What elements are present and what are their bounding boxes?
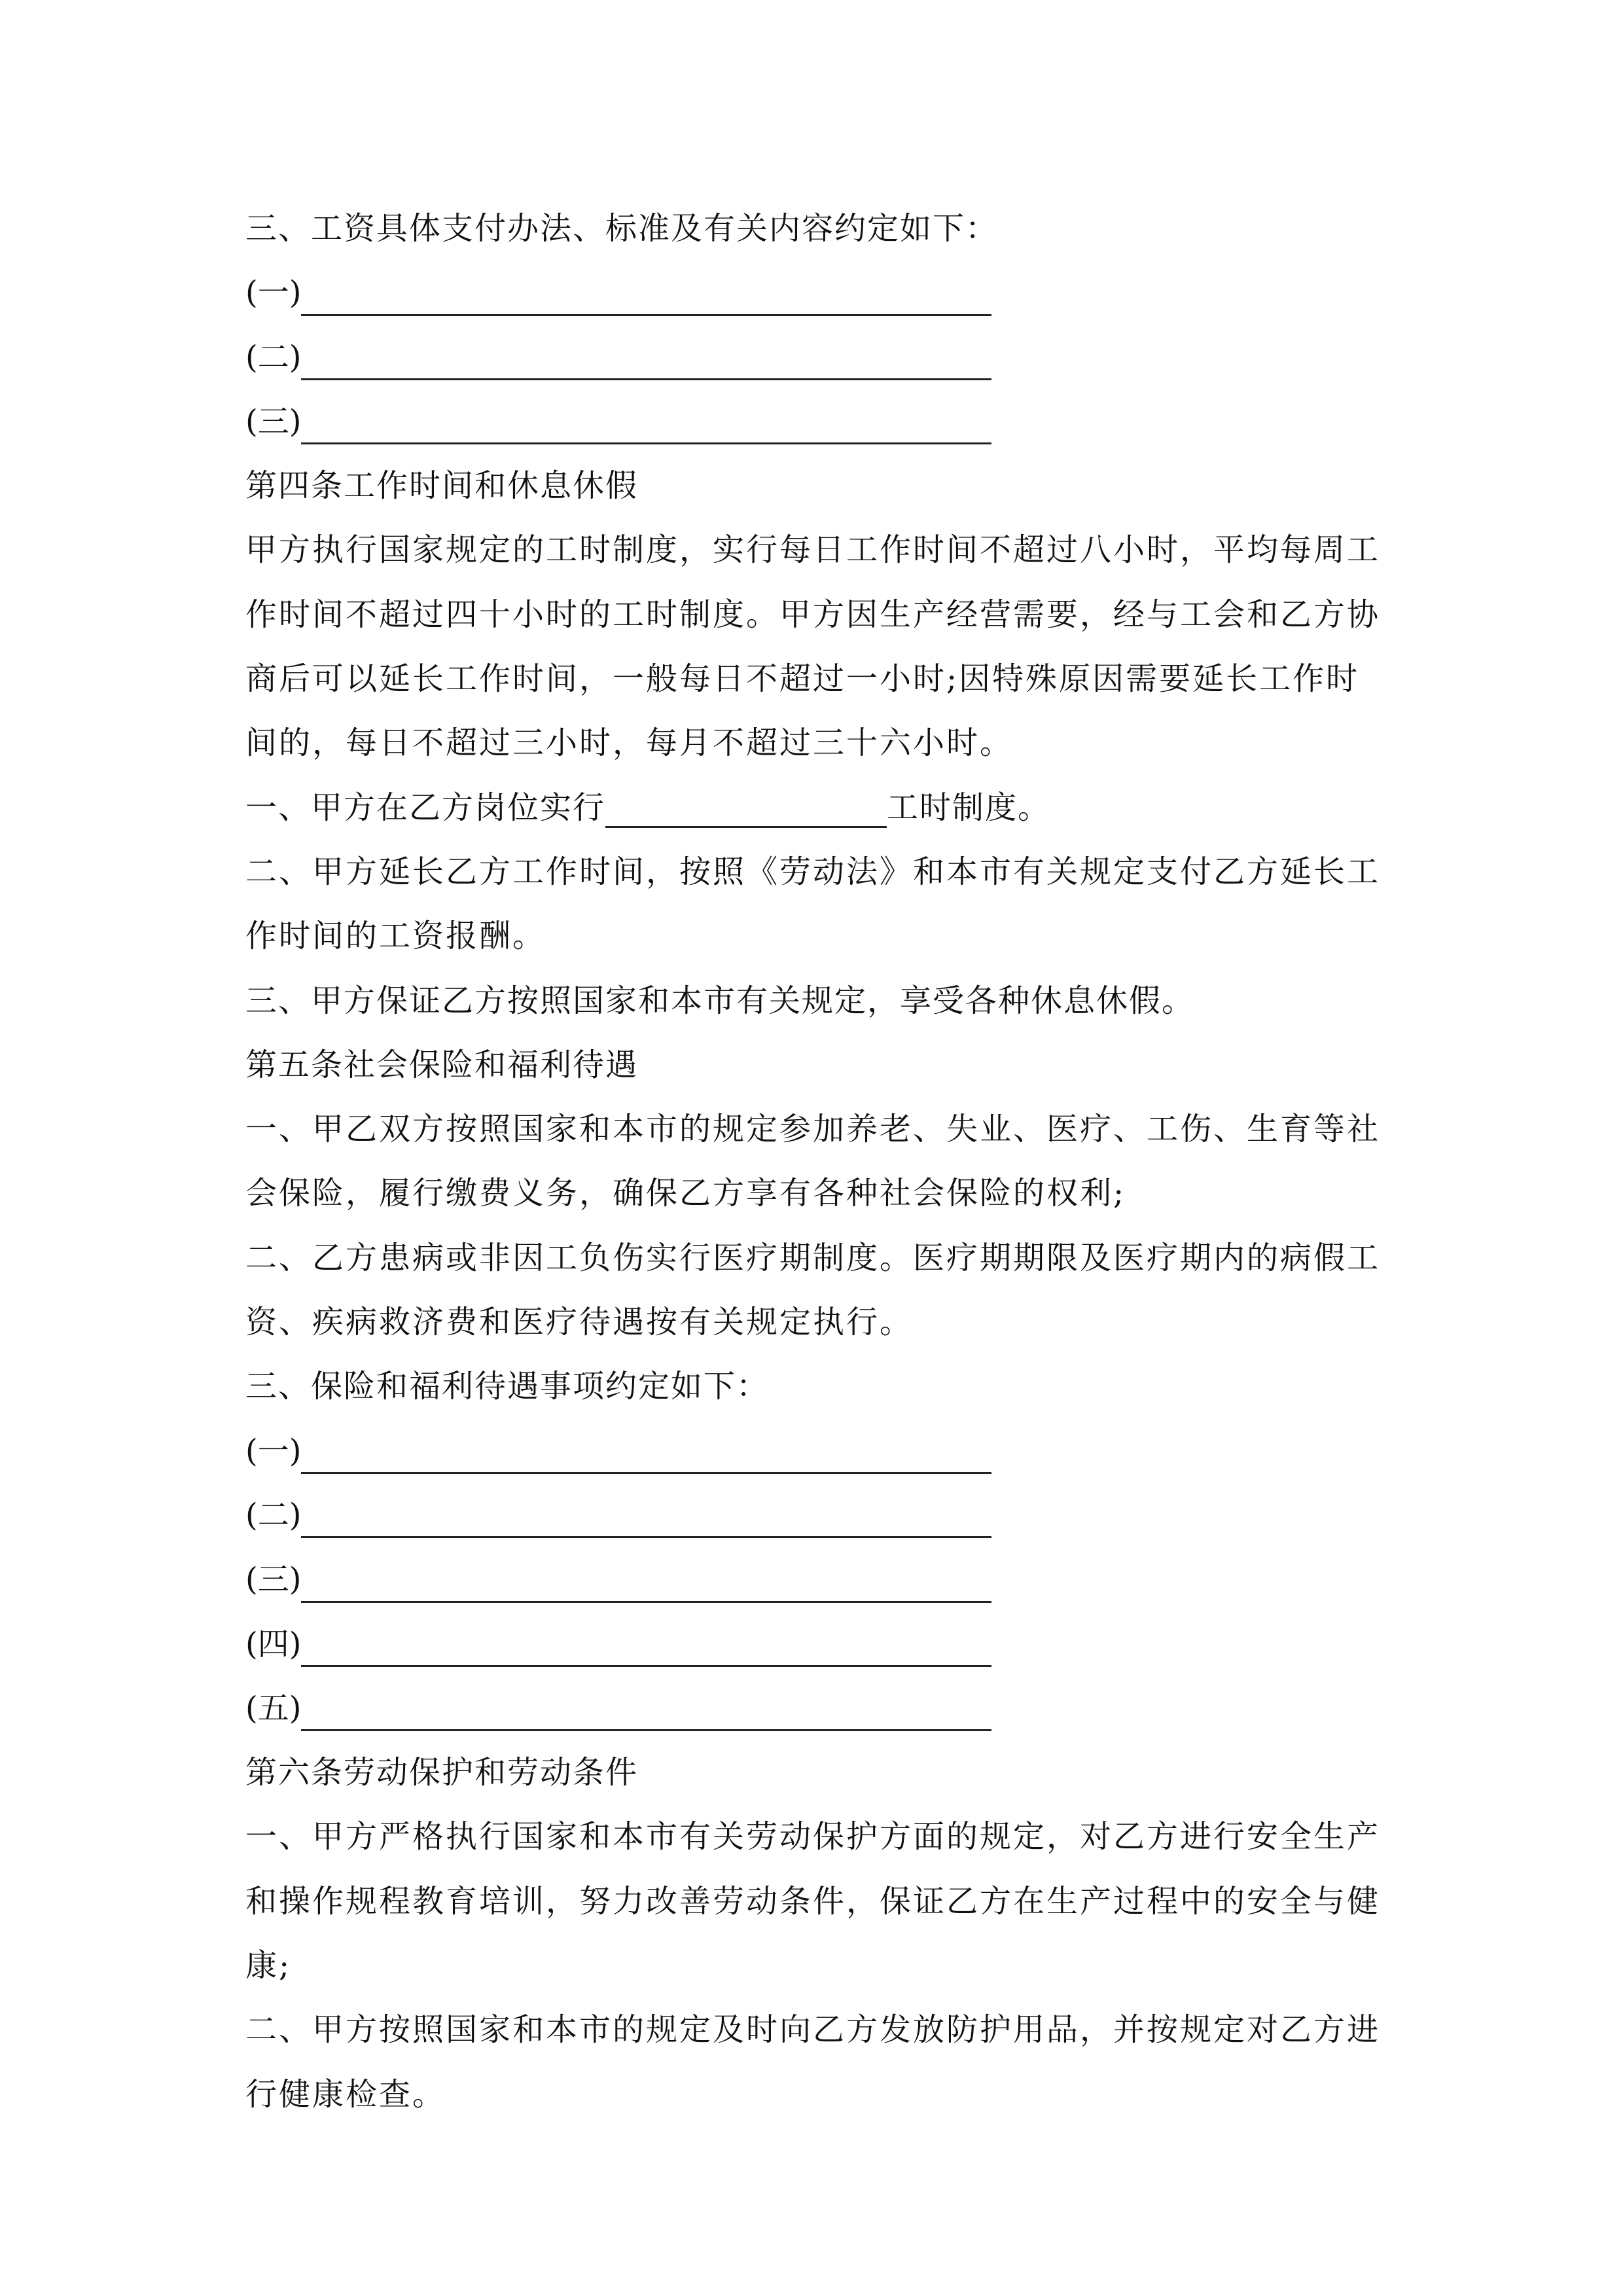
fill-in-row <box>245 260 1384 325</box>
article-4-item-2: 二、甲方延长乙方工作时间，按照《劳动法》和本市有关规定支付乙方延长工作时间的工资报酬。 <box>245 853 1381 955</box>
item-number: (五) <box>245 1689 302 1727</box>
article-4-title: 第四条工作时间和休息休假 <box>245 467 639 505</box>
article-5-item-2: 二、乙方患病或非因工负伤实行医疗期制度。医疗期期限及医疗期内的病假工资、疾病救济费和医疗待遇按有关规定执行。 <box>245 1239 1381 1341</box>
fill-in-row <box>245 389 1384 454</box>
item-number: (一) <box>245 1432 302 1469</box>
article-6-item-1: 一、甲方严格执行国家和本市有关劳动保护方面的规定，对乙方进行安全生产和操作规程教育培训，努力改善劳动条件，保证乙方在生产过程中的安全与健康; <box>245 1818 1381 1984</box>
article-6-item-2: 二、甲方按照国家和本市的规定及时向乙方发放防护用品，并按规定对乙方进行健康检查。 <box>245 2011 1381 2113</box>
fill-in-row <box>245 1483 1384 1547</box>
fill-in-row <box>245 325 1384 389</box>
article-4-item-1 <box>245 776 1384 840</box>
fill-in-row <box>245 1547 1384 1611</box>
item-suffix: 工时制度。 <box>887 789 1051 826</box>
article-6-title: 第六条劳动保护和劳动条件 <box>245 1754 639 1791</box>
blank-field[interactable] <box>301 1555 991 1603</box>
item-number: (三) <box>245 403 302 440</box>
item-prefix: 一、甲方在乙方岗位实行 <box>245 789 606 826</box>
article-5-title: 第五条社会保险和福利待遇 <box>245 1046 639 1083</box>
contract-page <box>245 196 1384 2126</box>
blank-field[interactable] <box>301 397 991 444</box>
blank-field[interactable] <box>301 332 991 380</box>
blank-field[interactable] <box>301 1426 991 1474</box>
blank-field[interactable] <box>605 780 887 828</box>
section-3-heading: 三、工资具体支付办法、标准及有关内容约定如下： <box>245 210 999 247</box>
blank-field[interactable] <box>301 1683 991 1731</box>
item-number: (三) <box>245 1561 302 1598</box>
article-4-item-3: 三、甲方保证乙方按照国家和本市有关规定，享受各种休息休假。 <box>245 982 1195 1019</box>
blank-field[interactable] <box>301 1490 991 1538</box>
fill-in-row <box>245 1676 1384 1740</box>
item-number: (二) <box>245 338 302 376</box>
item-number: (二) <box>245 1496 302 1534</box>
blank-field[interactable] <box>301 268 991 316</box>
article-4-paragraph: 甲方执行国家规定的工时制度，实行每日工作时间不超过八小时，平均每周工作时间不超过四十小时的工时制度。甲方因生产经营需要，经与工会和乙方协商后可以延长工作时间，一般每日不超过一小时;因特殊原因需要延长工作时间的，每日不超过三小时，每月不超过三十六小时。 <box>245 531 1381 762</box>
fill-in-row <box>245 1419 1384 1483</box>
blank-field[interactable] <box>301 1619 991 1667</box>
article-5-item-1: 一、甲乙双方按照国家和本市的规定参加养老、失业、医疗、工伤、生育等社会保险，履行缴费义务，确保乙方享有各种社会保险的权利; <box>245 1111 1381 1212</box>
item-number: (四) <box>245 1625 302 1662</box>
article-5-item-3: 三、保险和福利待遇事项约定如下： <box>245 1368 770 1405</box>
fill-in-row <box>245 1612 1384 1676</box>
item-number: (一) <box>245 274 302 312</box>
